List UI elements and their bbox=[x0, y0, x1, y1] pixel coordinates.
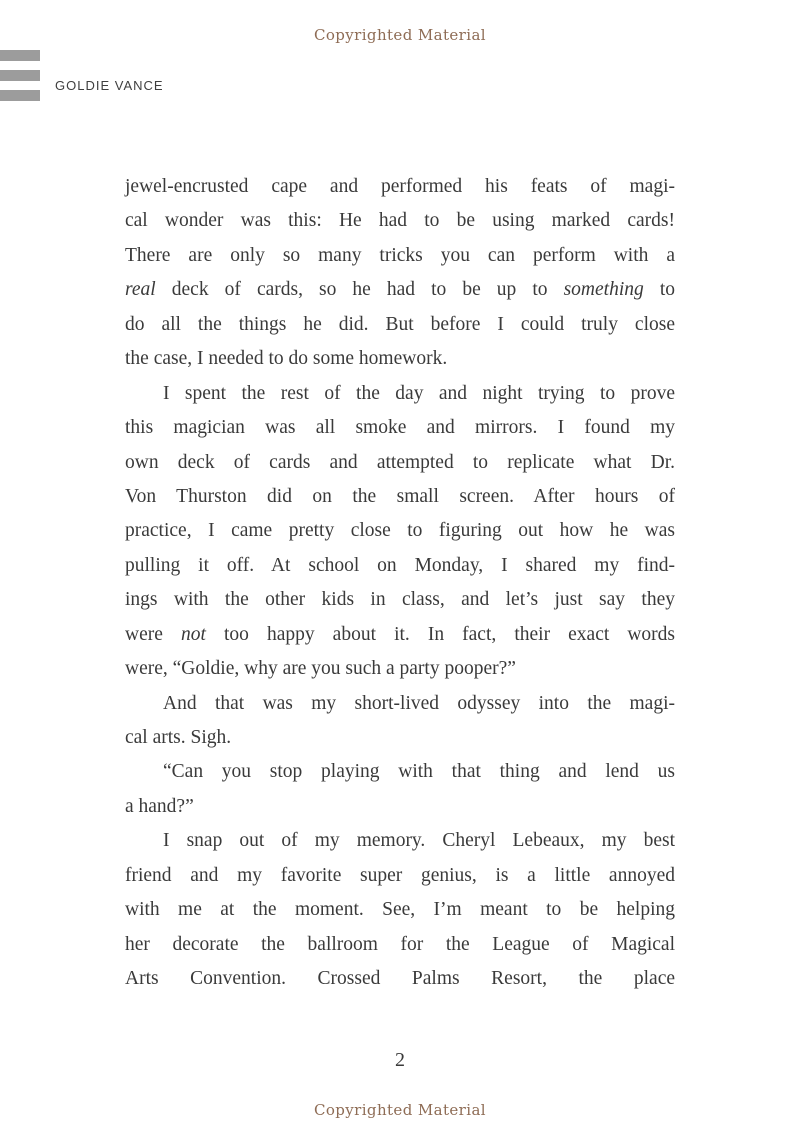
text-run: too happy about it. In fact, their exact words bbox=[205, 623, 676, 645]
text-run: the case, I needed to do some homework. bbox=[125, 348, 448, 370]
chapter-bars-icon bbox=[0, 50, 40, 110]
text-line bbox=[125, 239, 675, 273]
text-line bbox=[125, 342, 675, 376]
text-run: her decorate the ballroom for the League of Magical bbox=[125, 933, 675, 955]
text-run: own deck of cards and attempted to replicate what Dr. bbox=[125, 451, 675, 473]
copyright-notice-bottom: Copyrighted Material bbox=[313, 1101, 486, 1119]
text-line bbox=[125, 859, 675, 893]
text-line bbox=[125, 549, 675, 583]
text-line bbox=[125, 618, 675, 652]
text-line bbox=[125, 687, 675, 721]
text-run: were bbox=[125, 623, 181, 645]
text-line bbox=[125, 411, 675, 445]
text-line bbox=[125, 514, 675, 548]
text-run: cal wonder was this: He had to be using marked cards! bbox=[125, 210, 675, 232]
text-run: practice, I came pretty close to figuring out how he was bbox=[125, 520, 675, 542]
text-run: cal arts. Sigh. bbox=[125, 727, 232, 748]
text-line bbox=[125, 480, 675, 514]
text-line bbox=[125, 273, 675, 307]
text-run: There are only so many tricks you can perform with a bbox=[125, 244, 675, 266]
text-run: a hand?” bbox=[125, 795, 194, 817]
copyright-notice-top: Copyrighted Material bbox=[313, 26, 486, 44]
page-number: 2 bbox=[395, 1049, 405, 1071]
text-line bbox=[125, 893, 675, 927]
text-line bbox=[125, 721, 675, 755]
text-run: “Can you stop playing with that thing and lend us bbox=[163, 761, 675, 783]
text-line bbox=[125, 755, 675, 789]
text-run: friend and my favorite super genius, is a little annoyed bbox=[125, 864, 675, 886]
text-run: I spent the rest of the day and night trying to prove bbox=[163, 382, 675, 404]
bar-icon bbox=[0, 50, 40, 61]
text-line bbox=[125, 962, 675, 996]
italic-text-run: not bbox=[180, 623, 206, 645]
running-header: GOLDIE VANCE bbox=[55, 78, 164, 93]
italic-text-run: real bbox=[125, 279, 156, 301]
text-line bbox=[125, 446, 675, 480]
text-run: were, “Goldie, why are you such a party pooper?” bbox=[125, 658, 516, 680]
text-run: Arts Convention. Crossed Palms Resort, the place bbox=[125, 968, 675, 990]
text-line bbox=[125, 824, 675, 858]
body-text bbox=[125, 170, 675, 997]
text-run: do all the things he did. But before I could truly close bbox=[125, 313, 675, 335]
bar-icon bbox=[0, 70, 40, 81]
text-run: ings with the other kids in class, and let’s just say they bbox=[125, 589, 675, 611]
text-run: I snap out of my memory. Cheryl Lebeaux, my best bbox=[163, 830, 675, 852]
text-run: pulling it off. At school on Monday, I shared my find- bbox=[125, 554, 675, 576]
bar-icon bbox=[0, 90, 40, 101]
text-line bbox=[125, 308, 675, 342]
text-run: jewel-encrusted cape and performed his feats of magi- bbox=[125, 176, 675, 197]
text-line bbox=[125, 928, 675, 962]
text-run: with me at the moment. See, I’m meant to be helping bbox=[125, 899, 675, 921]
text-line bbox=[125, 790, 675, 824]
text-run: Von Thurston did on the small screen. After hours of bbox=[125, 485, 675, 507]
text-line bbox=[125, 170, 675, 204]
text-run: And that was my short-lived odyssey into the magi- bbox=[163, 692, 675, 714]
text-line bbox=[125, 377, 675, 411]
text-line bbox=[125, 652, 675, 686]
text-line bbox=[125, 583, 675, 617]
text-run: to bbox=[643, 279, 675, 301]
text-line bbox=[125, 204, 675, 238]
italic-text-run: something bbox=[563, 279, 644, 301]
text-run: this magician was all smoke and mirrors. I found my bbox=[125, 417, 675, 439]
text-run: deck of cards, so he had to be up to bbox=[155, 279, 564, 301]
